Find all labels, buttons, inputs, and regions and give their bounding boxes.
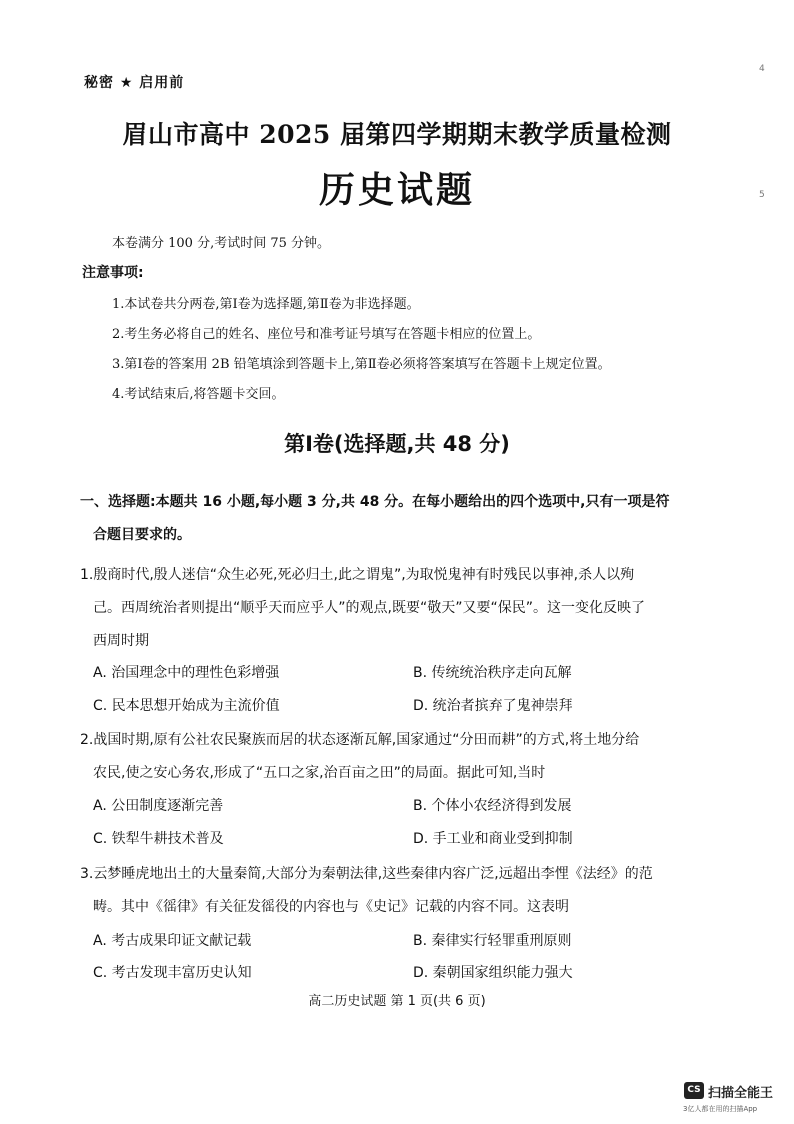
question-stem: 农民,使之安心务农,形成了“五口之家,治百亩之田”的局面。据此可知,当时: [93, 765, 546, 781]
option-b: B. 秦律实行轻罪重刑原则: [413, 933, 572, 949]
secret-label: 秘密 ★ 启用前: [84, 75, 185, 91]
page-footer: 高二历史试题 第 1 页(共 6 页): [308, 994, 486, 1009]
notice-item: 4.考试结束后,将答题卡交回。: [112, 387, 285, 402]
section-heading: 第Ⅰ卷(选择题,共 48 分): [284, 432, 510, 456]
scanner-app-name: 扫描全能王: [708, 1086, 774, 1101]
option-b: B. 个体小农经济得到发展: [413, 798, 572, 814]
corner-mark: 5: [759, 190, 765, 200]
exam-title: 眉山市高中 2025 届第四学期期末教学质量检测: [122, 120, 672, 149]
question-stem: 2.战国时期,原有公社农民聚族而居的状态逐渐瓦解,国家通过“分田而耕”的方式,将土地分给: [80, 732, 640, 748]
option-c: C. 考古发现丰富历史认知: [93, 965, 252, 981]
option-a: A. 治国理念中的理性色彩增强: [93, 665, 280, 681]
section-instruction: 一、选择题:本题共 16 小题,每小题 3 分,共 48 分。在每小题给出的四个选项中,只有一项是符: [80, 494, 670, 510]
notice-item: 1.本试卷共分两卷,第Ⅰ卷为选择题,第Ⅱ卷为非选择题。: [112, 297, 420, 312]
scanner-tagline: 3亿人都在用的扫描App: [683, 1105, 758, 1113]
score-line: 本卷满分 100 分,考试时间 75 分钟。: [112, 236, 331, 251]
option-c: C. 民本思想开始成为主流价值: [93, 698, 280, 714]
notice-item: 3.第Ⅰ卷的答案用 2B 铅笔填涂到答题卡上,第Ⅱ卷必须将答案填写在答题卡上规定位置。: [112, 357, 611, 372]
section-instruction: 合题目要求的。: [93, 527, 191, 543]
question-stem: 己。西周统治者则提出“顺乎天而应乎人”的观点,既要“敬天”又要“保民”。这一变化反映了: [93, 600, 645, 616]
option-c: C. 铁犁牛耕技术普及: [93, 831, 224, 847]
question-stem: 1.殷商时代,殷人迷信“众生必死,死必归土,此之谓鬼”,为取悦鬼神有时残民以事神,杀人以殉: [80, 567, 635, 583]
option-d: D. 手工业和商业受到抑制: [413, 831, 573, 847]
option-d: D. 秦朝国家组织能力强大: [413, 965, 573, 981]
corner-mark: 4: [759, 64, 765, 74]
question-stem: 畴。其中《徭律》有关征发徭役的内容也与《史记》记载的内容不同。这表明: [93, 899, 569, 915]
notice-heading: 注意事项:: [82, 265, 144, 281]
option-a: A. 公田制度逐渐完善: [93, 798, 224, 814]
question-stem: 西周时期: [93, 633, 149, 649]
scanner-logo-icon: CS: [684, 1082, 704, 1099]
subject-title: 历史试题: [318, 169, 475, 211]
question-stem: 3.云梦睡虎地出土的大量秦简,大部分为秦朝法律,这些秦律内容广泛,远超出李悝《法经》的范: [80, 866, 653, 882]
option-a: A. 考古成果印证文献记载: [93, 933, 252, 949]
notice-item: 2.考生务必将自己的姓名、座位号和准考证号填写在答题卡相应的位置上。: [112, 327, 541, 342]
option-b: B. 传统统治秩序走向瓦解: [413, 665, 572, 681]
option-d: D. 统治者摈弃了鬼神崇拜: [413, 698, 573, 714]
